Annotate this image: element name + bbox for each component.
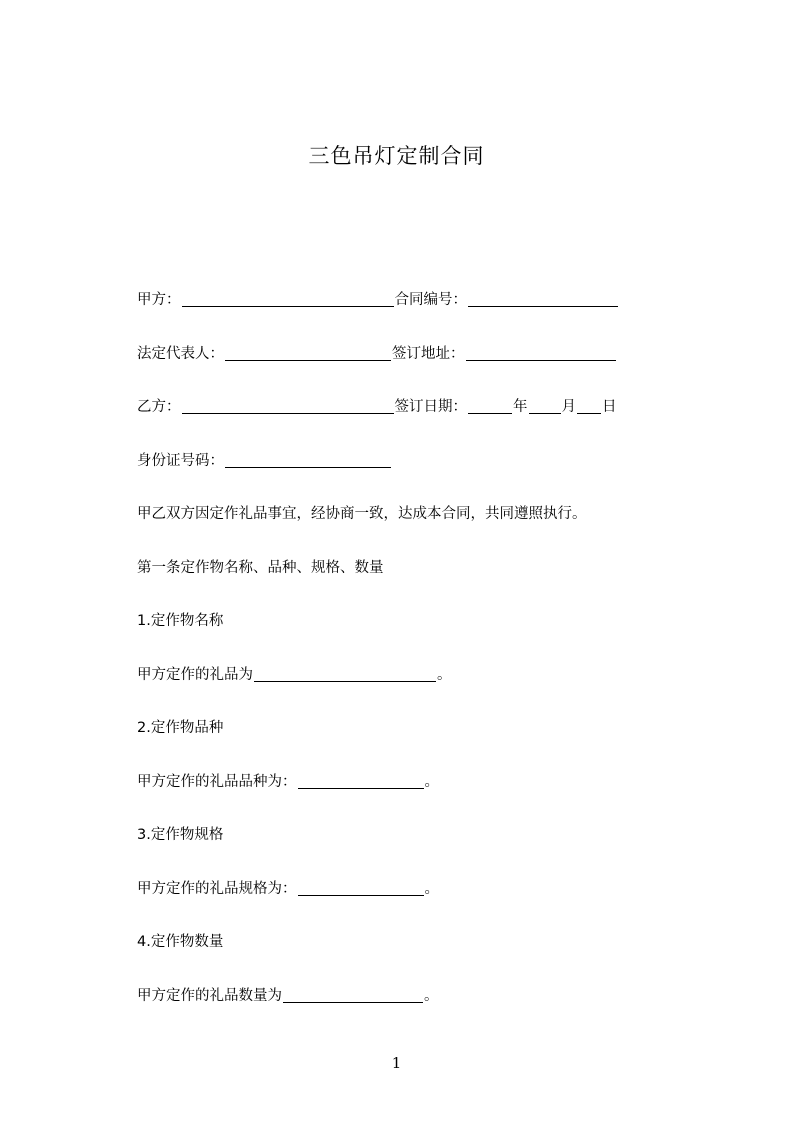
party-b-blank[interactable] [182, 398, 394, 414]
sign-month-blank[interactable] [529, 398, 561, 414]
section-1-period: 。 [437, 667, 452, 683]
party-a-blank[interactable] [182, 291, 394, 307]
section-4-heading: 4.定作物数量 [137, 934, 224, 950]
party-a-row [137, 290, 619, 310]
section-4-text: 甲方定作的礼品数量为 [137, 988, 282, 1004]
party-a-label: 甲方： [137, 292, 181, 308]
gift-spec-blank[interactable] [298, 880, 424, 896]
sign-date-label: 签订日期： [394, 399, 467, 415]
section-1-heading: 1.定作物名称 [137, 613, 224, 629]
sign-place-blank[interactable] [466, 345, 616, 361]
sign-day-blank[interactable] [577, 398, 601, 414]
section-3-text: 甲方定作的礼品规格为： [137, 881, 297, 897]
page-number: 1 [391, 1054, 402, 1072]
id-no-label: 身份证号码： [137, 453, 224, 469]
gift-variety-blank[interactable] [298, 773, 424, 789]
section-2-text: 甲方定作的礼品品种为： [137, 774, 297, 790]
section-4-period: 。 [424, 988, 439, 1004]
section-4-line [137, 986, 439, 1006]
party-b-label: 乙方： [137, 399, 181, 415]
sign-place-label: 签订地址： [392, 346, 465, 362]
legal-rep-row [137, 344, 617, 364]
year-label: 年 [513, 399, 528, 415]
intro-paragraph: 甲乙双方因定作礼品事宜，经协商一致，达成本合同，共同遵照执行。 [137, 506, 587, 522]
gift-name-blank[interactable] [254, 666, 436, 682]
legal-rep-blank[interactable] [225, 345, 391, 361]
contract-no-label: 合同编号： [394, 292, 467, 308]
section-2-line [137, 772, 439, 792]
gift-quantity-blank[interactable] [283, 987, 423, 1003]
section-2-period: 。 [424, 774, 439, 790]
section-3-period: 。 [424, 881, 439, 897]
month-label: 月 [561, 399, 576, 415]
legal-rep-label: 法定代表人： [137, 346, 224, 362]
article-1-heading: 第一条定作物名称、品种、规格、数量 [137, 560, 384, 576]
sign-year-blank[interactable] [468, 398, 512, 414]
id-no-blank[interactable] [225, 452, 391, 468]
id-no-row [137, 451, 392, 471]
party-b-row [137, 397, 617, 417]
section-3-heading: 3.定作物规格 [137, 827, 224, 843]
day-label: 日 [602, 399, 617, 415]
section-3-line [137, 879, 439, 899]
section-1-text: 甲方定作的礼品为 [137, 667, 253, 683]
section-1-line [137, 665, 452, 685]
document-title: 三色吊灯定制合同 [308, 144, 485, 168]
contract-no-blank[interactable] [468, 291, 618, 307]
section-2-heading: 2.定作物品种 [137, 720, 224, 736]
